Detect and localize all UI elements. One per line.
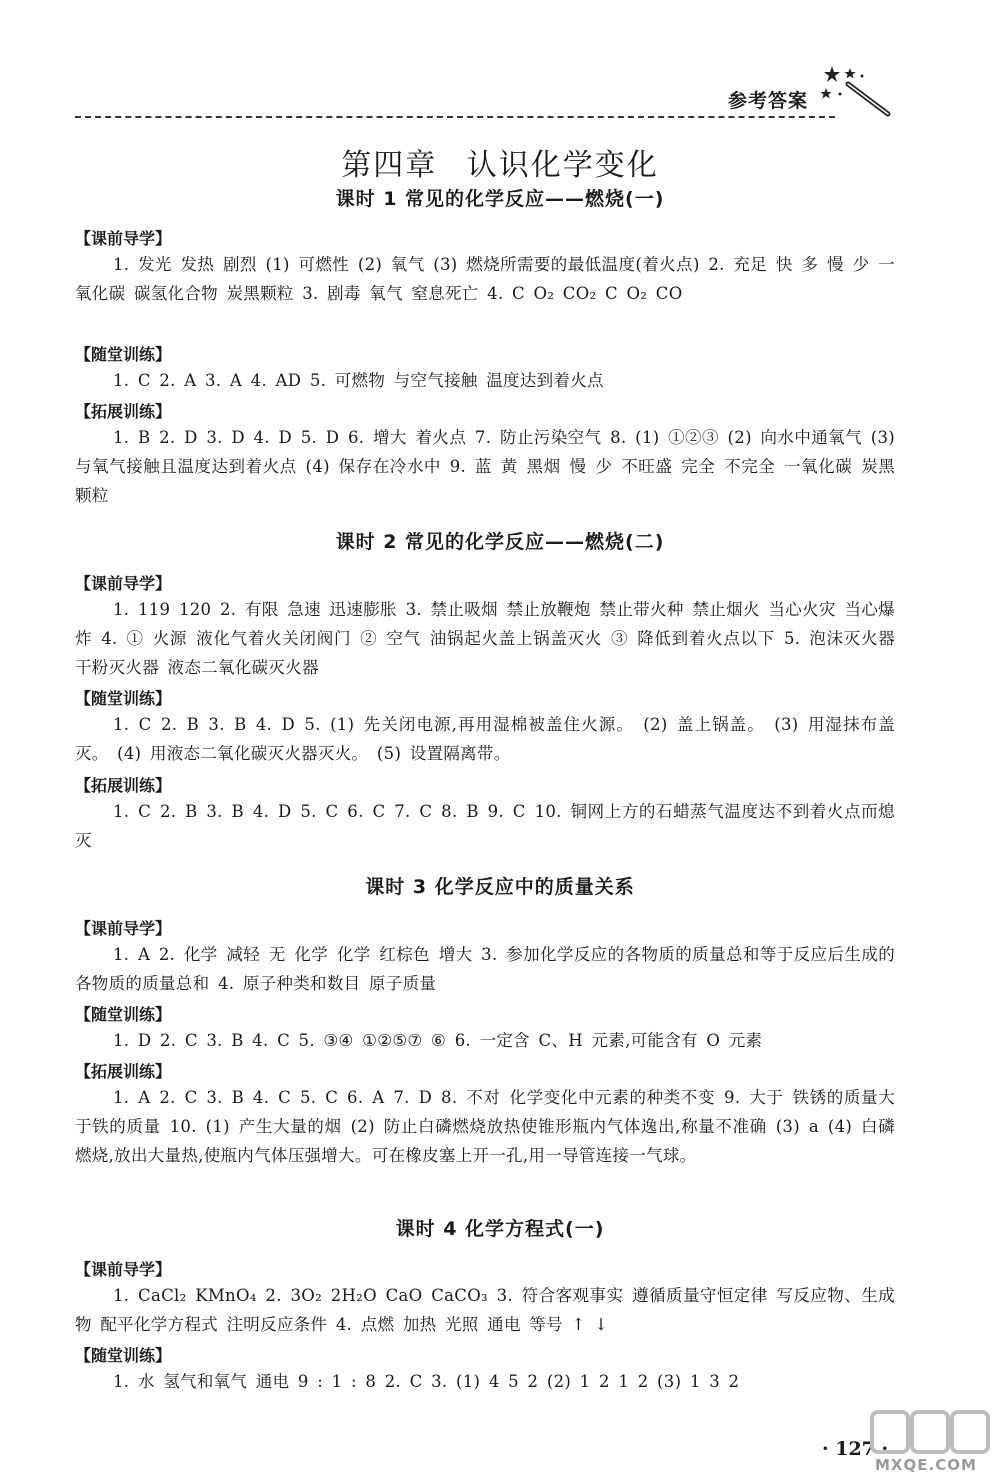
header-divider (75, 116, 835, 118)
answer-paragraph: 1. A 2. C 3. B 4. C 5. C 6. A 7. D 8. 不对 化学变化中元素的种类不变 9. 大于 铁锈的质量大于铁的质量 10. (1) 产生大量的烟 (2) 防止白磷燃烧放热使锥形瓶内气体逸出,称量不准确 (3) a (4) 白磷燃烧,放出大量热,使瓶内气体压强增大。可在橡皮塞上开一孔,用一导管连接一气球。 (75, 1088, 895, 1165)
answer-paragraph: 1. 水 氢气和氧气 通电 9 : 1 : 8 2. C 3. (1) 4 5 2 (2) 1 2 1 2 (3) 1 3 2 (113, 1372, 740, 1391)
answer-paragraph: 1. B 2. D 3. D 4. D 5. D 6. 增大 着火点 7. 防止污染空气 8. (1) ①②③ (2) 向水中通氧气 (3) 与氧气接触且温度达到着火点 (4) 保存在冷水中 9. 蓝 黄 黑烟 慢 少 不旺盛 完全 不完全 一氧化碳 炭黑颗粒 (75, 428, 895, 505)
section-heading: 【随堂训练】 (75, 345, 172, 364)
header-label: 参考答案 (728, 90, 809, 112)
answer-paragraph: 1. A 2. 化学 减轻 无 化学 化学 红棕色 增大 3. 参加化学反应的各物质的质量总和等于反应后生成的各物质的质量总和 4. 原子种类和数目 原子质量 (75, 945, 895, 993)
lesson-title: 课时 2 常见的化学反应——燃烧(二) (335, 531, 665, 553)
section-heading: 【拓展训练】 (75, 402, 172, 421)
answer-paragraph: 1. C 2. A 3. A 4. AD 5. 可燃物 与空气接触 温度达到着火点 (113, 371, 604, 390)
lesson-title: 课时 4 化学方程式(一) (395, 1218, 605, 1240)
answer-paragraph: 1. C 2. B 3. B 4. D 5. (1) 先关闭电源,再用湿棉被盖住火源。 (2) 盖上锅盖。 (3) 用湿抹布盖灭。 (4) 用液态二氧化碳灭火器灭火。 (5) 设置隔离带。 (75, 715, 895, 763)
section-heading: 【随堂训练】 (75, 1005, 172, 1024)
watermark-text: MXQE.COM (875, 1456, 977, 1474)
magic-wand-icon (818, 62, 898, 122)
section-heading: 【课前导学】 (75, 919, 172, 938)
answer-paragraph: 1. D 2. C 3. B 4. C 5. ③④ ①②⑤⑦ ⑥ 6. 一定含 C、H 元素,可能含有 O 元素 (113, 1031, 763, 1050)
answer-paragraph: 1. C 2. B 3. B 4. D 5. C 6. C 7. C 8. B 9. C 10. 铜网上方的石蜡蒸气温度达不到着火点而熄灭 (75, 802, 895, 850)
section-heading: 【随堂训练】 (75, 1346, 172, 1365)
section-heading: 【随堂训练】 (75, 689, 172, 708)
section-heading: 【课前导学】 (75, 229, 172, 248)
answer-paragraph: 1. CaCl₂ KMnO₄ 2. 3O₂ 2H₂O CaO CaCO₃ 3. 符合客观事实 遵循质量守恒定律 写反应物、生成物 配平化学方程式 注明反应条件 4. 点燃 加热 光照 通电 等号 ↑ ↓ (75, 1286, 895, 1334)
lesson-title: 课时 1 常见的化学反应——燃烧(一) (335, 188, 665, 210)
section-heading: 【课前导学】 (75, 1260, 172, 1279)
answer-paragraph: 1. 119 120 2. 有限 急速 迅速膨胀 3. 禁止吸烟 禁止放鞭炮 禁止带火种 禁止烟火 当心火灾 当心爆炸 4. ① 火源 液化气着火关闭阀门 ② 空气 油锅起火盖上锅盖灭火 ③ 降低到着火点以下 5. 泡沫灭火器 干粉灭火器 液态二氧化碳灭火器 (75, 600, 895, 677)
page-number: · 127 · (822, 1438, 889, 1460)
section-heading: 【拓展训练】 (75, 1062, 172, 1081)
section-heading: 【课前导学】 (75, 574, 172, 593)
chapter-title: 第四章 认识化学变化 (341, 148, 659, 183)
section-heading: 【拓展训练】 (75, 776, 172, 795)
lesson-title: 课时 3 化学反应中的质量关系 (365, 876, 635, 898)
answer-paragraph: 1. 发光 发热 剧烈 (1) 可燃性 (2) 氧气 (3) 燃烧所需要的最低温度(着火点) 2. 充足 快 多 慢 少 一氧化碳 碳氢化合物 炭黑颗粒 3. 剧毒 氧气 窒息死亡 4. C O₂ CO₂ C O₂ CO (75, 255, 895, 303)
